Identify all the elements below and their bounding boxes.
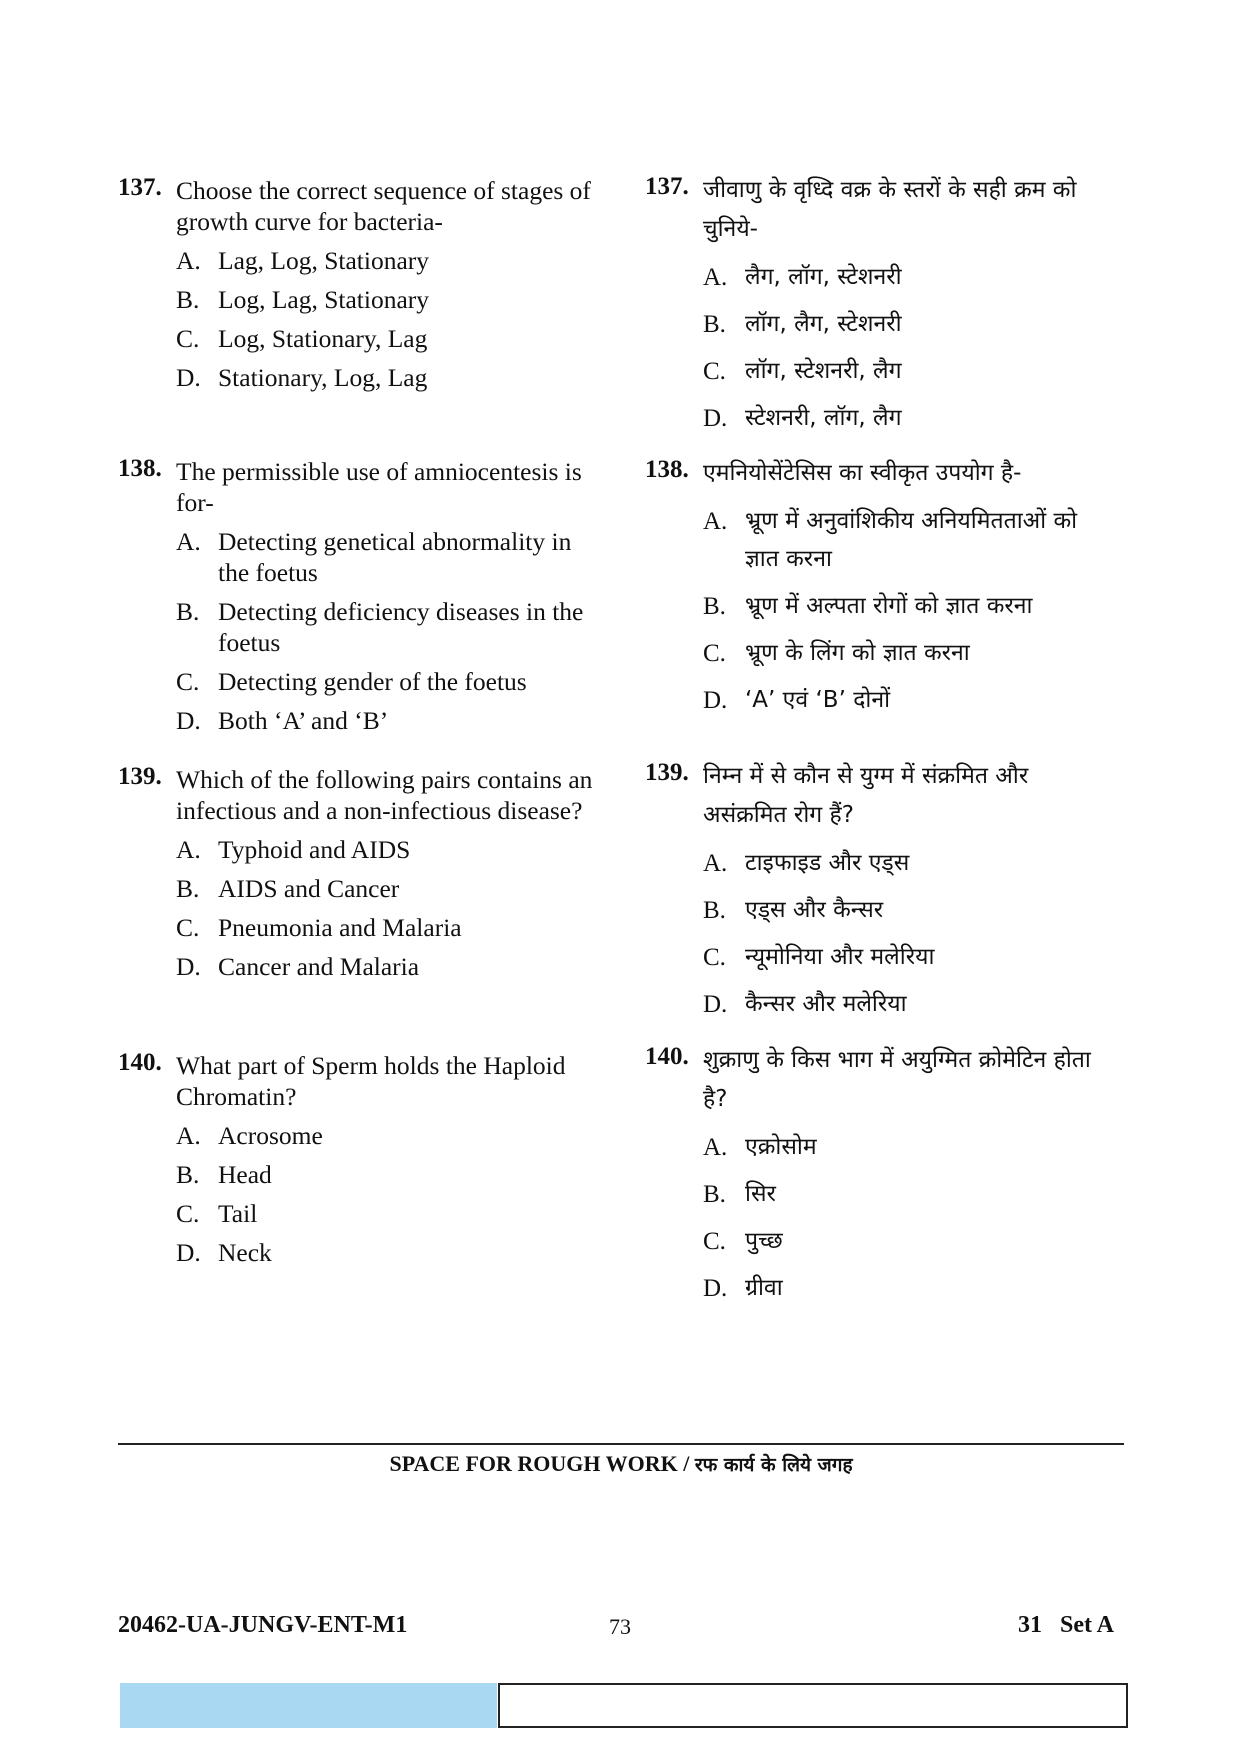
option-letter: C. bbox=[176, 667, 200, 696]
question-number: 140. bbox=[645, 1043, 689, 1070]
option-text: Log, Lag, Stationary bbox=[218, 285, 430, 314]
question-140-hi bbox=[645, 1041, 1115, 1307]
option-letter: C. bbox=[703, 358, 726, 385]
option-letter: C. bbox=[176, 913, 200, 942]
option-text: ग्रीवा bbox=[745, 1275, 783, 1301]
option-letter: D. bbox=[703, 991, 728, 1018]
option-c bbox=[645, 352, 1115, 390]
question-text: What part of Sperm holds the Haploid Chromatin? bbox=[176, 1051, 566, 1111]
option-text: स्टेशनरी, लॉग, लैग bbox=[745, 405, 902, 431]
option-letter: A. bbox=[176, 1121, 201, 1150]
question-stem bbox=[645, 171, 1115, 249]
option-c bbox=[645, 634, 1115, 672]
option-text: AIDS and Cancer bbox=[218, 874, 400, 903]
option-letter: B. bbox=[703, 311, 726, 338]
rough-work-english: SPACE FOR ROUGH WORK / bbox=[389, 1451, 695, 1476]
option-text: Neck bbox=[218, 1238, 272, 1267]
option-text: Typhoid and AIDS bbox=[218, 835, 411, 864]
question-text: शुक्राणु के किस भाग में अयुग्मित क्रोमेटिन होता है? bbox=[703, 1047, 1091, 1112]
question-140-en bbox=[118, 1050, 608, 1268]
question-number: 138. bbox=[118, 455, 162, 482]
option-text: Detecting genetical abnormality in the foetus bbox=[218, 527, 572, 587]
option-a bbox=[645, 502, 1115, 578]
option-letter: A. bbox=[703, 850, 728, 877]
option-c bbox=[118, 912, 608, 943]
option-text: Log, Stationary, Lag bbox=[218, 324, 428, 353]
rough-work-heading bbox=[118, 1451, 1124, 1477]
option-letter: B. bbox=[703, 1181, 726, 1208]
option-text: लॉग, स्टेशनरी, लैग bbox=[745, 358, 902, 384]
option-letter: A. bbox=[176, 246, 201, 275]
option-letter: D. bbox=[703, 405, 728, 432]
option-b bbox=[645, 1175, 1115, 1213]
option-text: लॉग, लैग, स्टेशनरी bbox=[745, 311, 902, 337]
option-text: कैन्सर और मलेरिया bbox=[745, 991, 907, 1017]
option-letter: D. bbox=[176, 1238, 201, 1267]
option-letter: C. bbox=[703, 944, 726, 971]
question-stem bbox=[645, 757, 1115, 835]
option-c bbox=[118, 1198, 608, 1229]
option-text: Head bbox=[218, 1160, 272, 1189]
paper-code: 20462-UA-JUNGV-ENT-M1 bbox=[118, 1612, 408, 1638]
option-letter: D. bbox=[176, 952, 201, 981]
question-number: 139. bbox=[645, 759, 689, 786]
option-text: पुच्छ bbox=[745, 1228, 783, 1254]
option-letter: A. bbox=[176, 527, 201, 556]
option-letter: B. bbox=[703, 593, 726, 620]
option-letter: B. bbox=[703, 897, 726, 924]
option-text: Tail bbox=[218, 1199, 258, 1228]
option-text: Detecting deficiency diseases in the foetus bbox=[218, 597, 584, 657]
question-text: Which of the following pairs contains an infectious and a non-infectious disease? bbox=[176, 765, 593, 825]
option-d bbox=[118, 951, 608, 982]
option-letter: A. bbox=[703, 264, 728, 291]
rough-work-divider bbox=[118, 1443, 1124, 1445]
footer-empty-box bbox=[498, 1683, 1128, 1728]
question-text: जीवाणु के वृध्दि वक्र के स्तरों के सही क्रम को चुनिये- bbox=[703, 177, 1077, 242]
option-b bbox=[645, 587, 1115, 625]
option-text: Lag, Log, Stationary bbox=[218, 246, 430, 275]
question-137-hi bbox=[645, 171, 1115, 437]
option-letter: D. bbox=[176, 363, 201, 392]
question-137-en bbox=[118, 175, 608, 393]
option-text: न्यूमोनिया और मलेरिया bbox=[745, 944, 935, 970]
option-letter: D. bbox=[176, 706, 201, 735]
option-letter: C. bbox=[703, 640, 726, 667]
option-text: भ्रूण के लिंग को ज्ञात करना bbox=[745, 640, 970, 666]
question-number: 138. bbox=[645, 456, 689, 483]
question-number: 137. bbox=[118, 174, 162, 201]
option-letter: C. bbox=[176, 324, 200, 353]
option-letter: B. bbox=[176, 597, 200, 626]
option-c bbox=[645, 1222, 1115, 1260]
question-139-hi bbox=[645, 757, 1115, 1023]
question-stem bbox=[645, 454, 1115, 493]
option-a bbox=[645, 258, 1115, 296]
option-a bbox=[645, 1128, 1115, 1166]
option-d bbox=[118, 362, 608, 393]
option-text: Acrosome bbox=[218, 1121, 323, 1150]
question-number: 140. bbox=[118, 1049, 162, 1076]
question-stem bbox=[118, 764, 608, 826]
option-text: टाइफाइड और एड्स bbox=[745, 850, 910, 876]
option-a bbox=[645, 844, 1115, 882]
option-a bbox=[118, 1120, 608, 1151]
option-d bbox=[645, 985, 1115, 1023]
option-text: लैग, लॉग, स्टेशनरी bbox=[745, 264, 902, 290]
option-a bbox=[118, 245, 608, 276]
rough-work-hindi: रफ कार्य के लिये जगह bbox=[694, 1454, 853, 1476]
option-d bbox=[645, 1269, 1115, 1307]
option-letter: B. bbox=[176, 285, 200, 314]
option-letter: A. bbox=[703, 508, 728, 535]
option-d bbox=[118, 1237, 608, 1268]
question-138-hi bbox=[645, 454, 1115, 719]
option-b bbox=[118, 1159, 608, 1190]
question-stem bbox=[645, 1041, 1115, 1119]
option-c bbox=[645, 938, 1115, 976]
option-d bbox=[118, 705, 608, 736]
question-text: Choose the correct sequence of stages of growth curve for bacteria- bbox=[176, 176, 591, 236]
question-139-en bbox=[118, 764, 608, 982]
option-d bbox=[645, 681, 1115, 719]
option-letter: B. bbox=[176, 1160, 200, 1189]
question-138-en bbox=[118, 456, 608, 736]
option-letter: C. bbox=[176, 1199, 200, 1228]
option-letter: D. bbox=[703, 1275, 728, 1302]
option-letter: D. bbox=[703, 687, 728, 714]
option-letter: B. bbox=[176, 874, 200, 903]
option-text: भ्रूण में अनुवांशिकीय अनियमितताओं को ज्ञात करना bbox=[745, 508, 1078, 572]
question-number: 139. bbox=[118, 763, 162, 790]
question-text: The permissible use of amniocentesis is for- bbox=[176, 457, 582, 517]
footer-color-bar bbox=[120, 1683, 497, 1728]
option-letter: A. bbox=[703, 1134, 728, 1161]
option-text: एक्रोसोम bbox=[745, 1134, 817, 1160]
option-b bbox=[118, 873, 608, 904]
option-text: एड्स और कैन्सर bbox=[745, 897, 884, 923]
question-number: 137. bbox=[645, 173, 689, 200]
question-stem bbox=[118, 1050, 608, 1112]
question-stem bbox=[118, 456, 608, 518]
option-b bbox=[645, 891, 1115, 929]
question-text: निम्न में से कौन से युग्म में संक्रमित और असंक्रमित रोग हैं? bbox=[703, 763, 1029, 828]
option-text: Detecting gender of the foetus bbox=[218, 667, 527, 696]
option-b bbox=[645, 305, 1115, 343]
question-stem bbox=[118, 175, 608, 237]
option-letter: A. bbox=[176, 835, 201, 864]
option-b bbox=[118, 284, 608, 315]
option-a bbox=[118, 834, 608, 865]
option-text: ‘A’ एवं ‘B’ दोनों bbox=[745, 687, 891, 713]
option-text: भ्रूण में अल्पता रोगों को ज्ञात करना bbox=[745, 593, 1033, 619]
option-b bbox=[118, 596, 608, 658]
option-c bbox=[118, 323, 608, 354]
option-text: Pneumonia and Malaria bbox=[218, 913, 462, 942]
set-label: 31 Set A bbox=[1018, 1612, 1114, 1638]
option-c bbox=[118, 666, 608, 697]
option-letter: C. bbox=[703, 1228, 726, 1255]
option-text: सिर bbox=[745, 1181, 776, 1207]
option-d bbox=[645, 399, 1115, 437]
option-a bbox=[118, 526, 608, 588]
option-text: Cancer and Malaria bbox=[218, 952, 420, 981]
page-number: 73 bbox=[609, 1614, 631, 1639]
option-text: Stationary, Log, Lag bbox=[218, 363, 428, 392]
option-text: Both ‘A’ and ‘B’ bbox=[218, 706, 389, 735]
question-text: एमनियोसेंटेसिस का स्वीकृत उपयोग है- bbox=[703, 460, 1022, 486]
